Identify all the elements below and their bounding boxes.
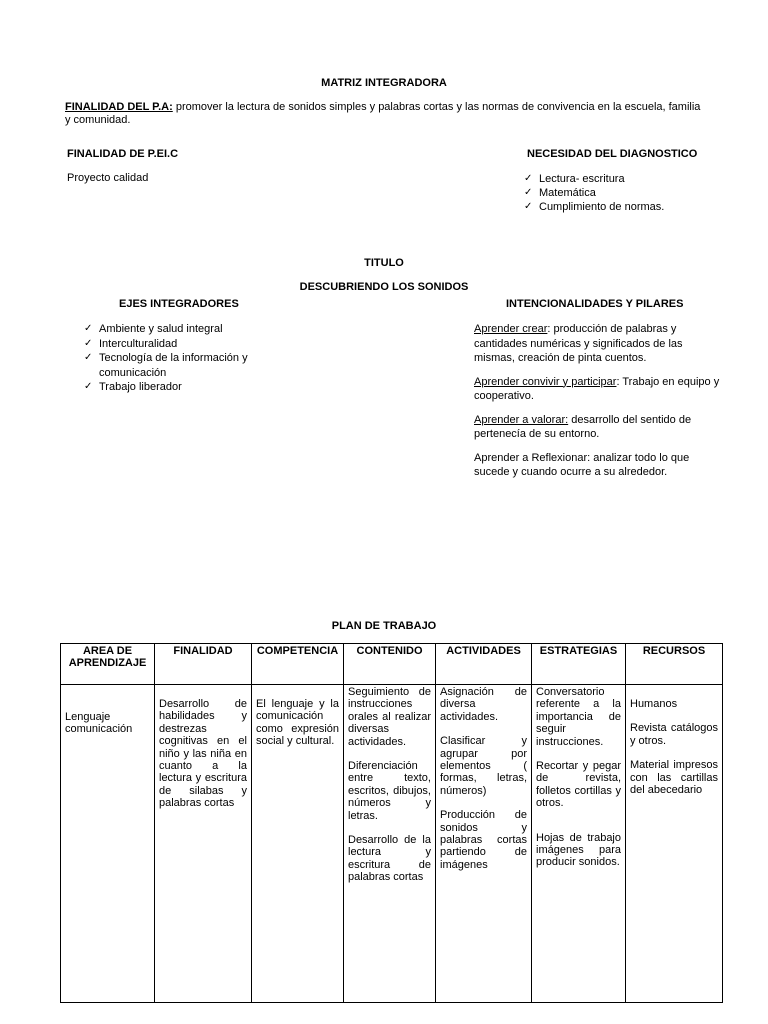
intencionalidades-heading: INTENCIONALIDADES Y PILARES — [506, 298, 684, 310]
header-competencia: COMPETENCIA — [252, 644, 344, 685]
recursos-item: Humanos — [630, 698, 678, 710]
pilar-text: desarrollo del sentido de pertenecía de su entorno. — [474, 413, 692, 440]
header-actividades: ACTIVIDADES — [436, 644, 532, 685]
contenido-item: Desarrollo de la lectura y escritura de palabras cortas — [348, 834, 431, 884]
header-finalidad: FINALIDAD — [155, 644, 252, 685]
estrategias-item: Recortar y pegar de revista, folletos cortillas y otros. — [536, 760, 621, 810]
contenido-item: Diferenciación entre texto, escritos, dibujos, números y letras. — [348, 760, 431, 822]
pilar-label: Aprender crear — [474, 323, 548, 335]
list-item: ✓ Interculturalidad — [84, 337, 269, 352]
pilar-text: : Trabajo en equipo y cooperativo. — [474, 375, 720, 402]
cell-area — [61, 685, 155, 1003]
pilar-aprender-valorar — [474, 413, 724, 442]
actividades-item: Clasificar y agrupar por elementos ( formas, letras, números) — [440, 735, 527, 797]
list-item: ✓ Ambiente y salud integral — [84, 322, 269, 337]
actividades-item: Asignación de diversa actividades. — [440, 686, 527, 723]
document-title: MATRIZ INTEGRADORA — [321, 77, 447, 89]
list-item: ✓ Matemática — [524, 186, 724, 200]
list-item: ✓ Cumplimiento de normas. — [524, 200, 724, 214]
necesidad-list — [524, 172, 724, 214]
pilar-aprender-convivir — [474, 375, 724, 404]
header-recursos: RECURSOS — [626, 644, 723, 685]
finalidad-pa-paragraph — [65, 101, 725, 127]
recursos-item: Material impresos con las cartillas del abecedario — [630, 759, 718, 797]
finalidad-pa-label: FINALIDAD DEL P.A: — [65, 101, 173, 113]
plan-table — [60, 643, 723, 1003]
intencionalidades-body — [474, 322, 724, 489]
table-header-row — [61, 644, 723, 685]
finalidad-pa-text: promover la lectura de sonidos simples y palabras cortas y las normas de convivencia en la escuela, familia — [172, 101, 701, 113]
cell-contenido — [344, 685, 436, 1003]
list-item: ✓ Trabajo liberador — [84, 380, 269, 395]
recursos-item: Revista catálogos y otros. — [630, 722, 718, 747]
header-area: AREA DE APRENDIZAJE — [61, 644, 155, 685]
finalidad-text: Desarrollo de habilidades y destrezas cognitivas en el niño y las niña en cuanto a la lectura y escritura de silabas y palabras cortas — [159, 698, 247, 810]
finalidad-pa-text-continued: y comunidad. — [65, 114, 131, 126]
competencia-text: El lenguaje y la comunicación como expresión social y cultural. — [256, 698, 339, 748]
area-text: Lenguaje comunicación — [65, 711, 133, 736]
ejes-heading: EJES INTEGRADORES — [119, 298, 239, 310]
titulo-label: TITULO — [364, 257, 404, 269]
list-item: ✓ Tecnología de la información y comunicación — [84, 351, 269, 380]
cell-finalidad — [155, 685, 252, 1003]
cell-estrategias — [532, 685, 626, 1003]
contenido-item: Seguimiento de instrucciones orales al realizar diversas actividades. — [348, 686, 431, 748]
titulo-value: DESCUBRIENDO LOS SONIDOS — [299, 281, 469, 293]
list-item: ✓ Lectura- escritura — [524, 172, 724, 186]
estrategias-item: Conversatorio referente a la importancia de seguir instrucciones. — [536, 686, 621, 748]
estrategias-item: Hojas de trabajo imágenes para producir sonidos. — [536, 831, 621, 869]
actividades-item: Producción de sonidos y palabras cortas partiendo de imágenes — [440, 809, 527, 871]
cell-competencia — [252, 685, 344, 1003]
pilar-text: : producción de palabras y cantidades numéricas y significados de las mismas, creación de pinta cuentos. — [474, 323, 683, 364]
cell-recursos — [626, 685, 723, 1003]
cell-actividades — [436, 685, 532, 1003]
pilar-aprender-reflexionar: Aprender a Reflexionar: analizar todo lo que sucede y cuando ocurre a su alrededor. — [474, 451, 690, 478]
pilar-label: Aprender a valorar: — [474, 413, 569, 426]
header-contenido: CONTENIDO — [344, 644, 436, 685]
ejes-list — [84, 322, 269, 395]
finalidad-peic-text: Proyecto calidad — [67, 172, 149, 184]
finalidad-peic-heading: FINALIDAD DE P.EI.C — [67, 148, 179, 160]
header-estrategias: ESTRATEGIAS — [532, 644, 626, 685]
pilar-aprender-crear — [474, 322, 724, 366]
necesidad-heading: NECESIDAD DEL DIAGNOSTICO — [527, 148, 698, 160]
plan-title: PLAN DE TRABAJO — [331, 620, 437, 632]
table-row — [61, 685, 723, 1003]
pilar-label: Aprender convivir y participar — [474, 375, 617, 388]
